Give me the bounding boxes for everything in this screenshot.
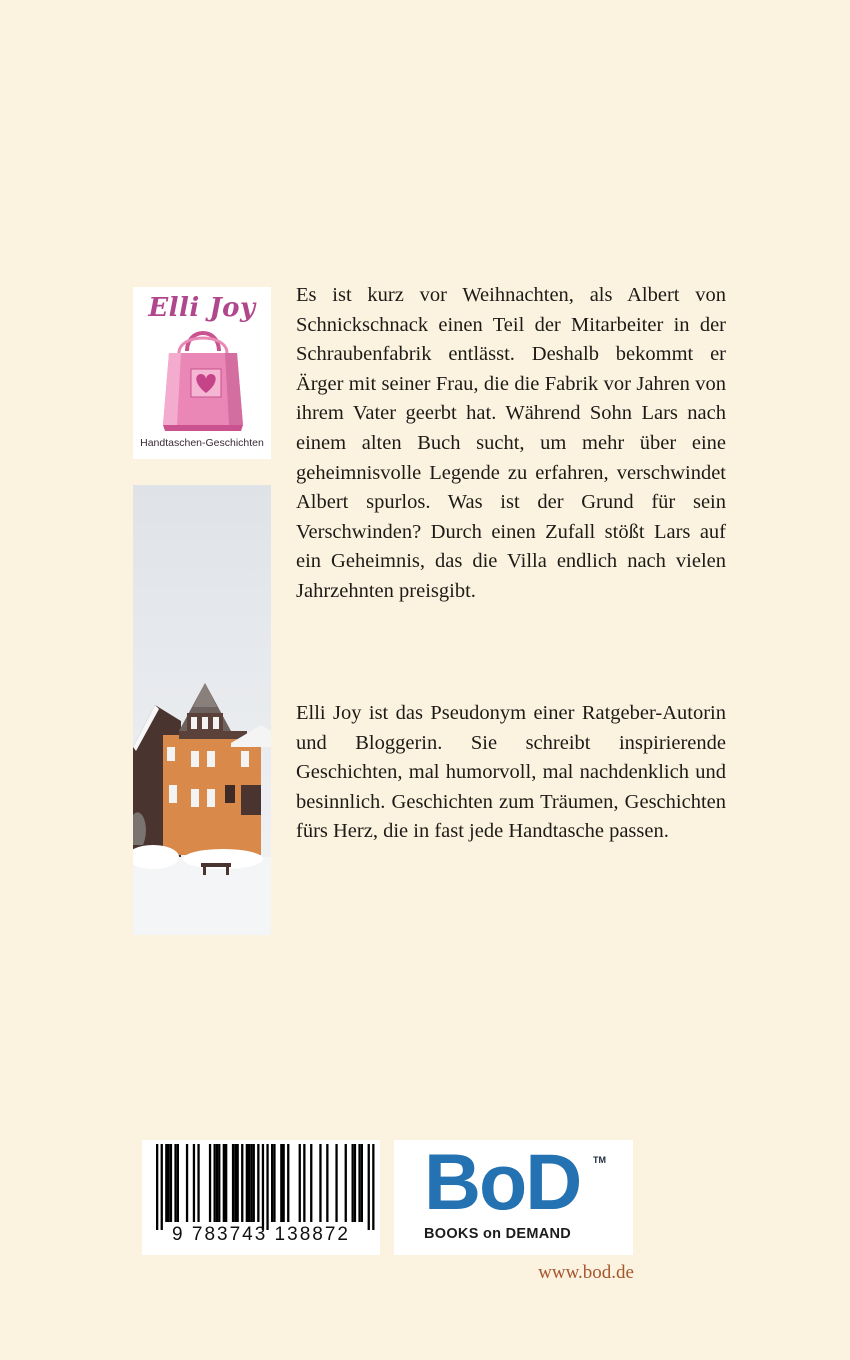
barcode-bar: [248, 1144, 250, 1222]
snowy-victorian-house-image: [133, 485, 271, 935]
barcode-bar: [232, 1144, 234, 1222]
isbn-digits: 9 783743 138872: [172, 1224, 350, 1245]
barcode-bar: [303, 1144, 305, 1222]
barcode-bar: [345, 1144, 347, 1222]
barcode-bar: [283, 1144, 285, 1222]
barcode-bar: [168, 1144, 170, 1222]
barcode-bar: [273, 1144, 275, 1222]
author-bio: Elli Joy ist das Pseudonym einer Ratgeber-Autorin und Bloggerin. Sie schreibt inspirierende Geschichten, mal humorvoll, mal nachdenklich und besinnlich. Geschichten zum Träumen, Geschichten fürs Herz, die in fast jede Handtasche passen.: [296, 702, 726, 843]
isbn-barcode: [142, 1140, 380, 1255]
publisher-tagline: BOOKS on DEMAND: [424, 1226, 572, 1242]
barcode-bar: [161, 1144, 163, 1230]
barcode-bar: [214, 1144, 216, 1222]
barcode-bar: [165, 1144, 167, 1222]
series-logo-title: Elli Joy: [148, 293, 256, 323]
book-blurb: Es ist kurz vor Weihnachten, als Albert von Schnickschnack einen Teil der Mitarbeiter in der Schraubenfabrik entlässt. Deshalb bekommt er Ärger mit seiner Frau, die die Fabrik vor Jahren von ihrem Vater geerbt hat. Während Sohn Lars nach einem alten Buch sucht, um mehr über eine geheimnisvolle Legende zu erfahren, verschwindet Albert spurlos. Was ist der Grund für sein Verschwinden? Durch einen Zufall stößt Lars auf ein Geheimnis, das die Villa endlich nach vielen Jahrzehnten preisgibt.: [296, 284, 726, 602]
barcode-bar: [358, 1144, 360, 1222]
trademark-symbol: TM: [593, 1155, 606, 1165]
barcode-bar: [237, 1144, 239, 1222]
barcode-bar: [177, 1144, 179, 1222]
barcode-bar: [246, 1144, 248, 1222]
barcode-bar: [234, 1144, 236, 1222]
barcode-bar: [156, 1144, 158, 1230]
barcode-bar: [319, 1144, 321, 1222]
barcode-bar: [287, 1144, 289, 1222]
publisher-url[interactable]: www.bod.de: [538, 1262, 634, 1283]
barcode-bar: [225, 1144, 227, 1222]
barcode-bar: [335, 1144, 337, 1222]
barcode-bar: [271, 1144, 273, 1222]
barcode-bar: [280, 1144, 282, 1222]
barcode-bar: [257, 1144, 259, 1222]
barcode-bar: [170, 1144, 172, 1222]
barcode-bar: [197, 1144, 199, 1222]
barcode-bar: [326, 1144, 328, 1222]
barcode-bar: [223, 1144, 225, 1222]
barcode-bar: [193, 1144, 195, 1222]
publisher-logo: [394, 1137, 633, 1255]
barcode-bar: [174, 1144, 176, 1222]
barcode-bar: [241, 1144, 243, 1222]
barcode-bar: [218, 1144, 220, 1222]
barcode-bar: [299, 1144, 301, 1222]
publisher-logo-mark: BoD: [424, 1137, 581, 1226]
barcode-bar: [250, 1144, 252, 1222]
barcode-bar: [266, 1144, 268, 1230]
barcode-bar: [372, 1144, 374, 1230]
barcode-bar: [352, 1144, 354, 1222]
barcode-bar: [186, 1144, 188, 1222]
barcode-bar: [361, 1144, 363, 1222]
barcode-bar: [310, 1144, 312, 1222]
barcode-bar: [253, 1144, 255, 1222]
series-logo-subtitle: Handtaschen-Geschichten: [140, 437, 264, 449]
barcode-bar: [216, 1144, 218, 1222]
barcode-bar: [354, 1144, 356, 1222]
barcode-bar: [209, 1144, 211, 1222]
barcode-bar: [368, 1144, 370, 1230]
barcode-bar: [262, 1144, 264, 1230]
handbag-heart-icon: [161, 317, 245, 437]
series-logo: [133, 287, 271, 459]
